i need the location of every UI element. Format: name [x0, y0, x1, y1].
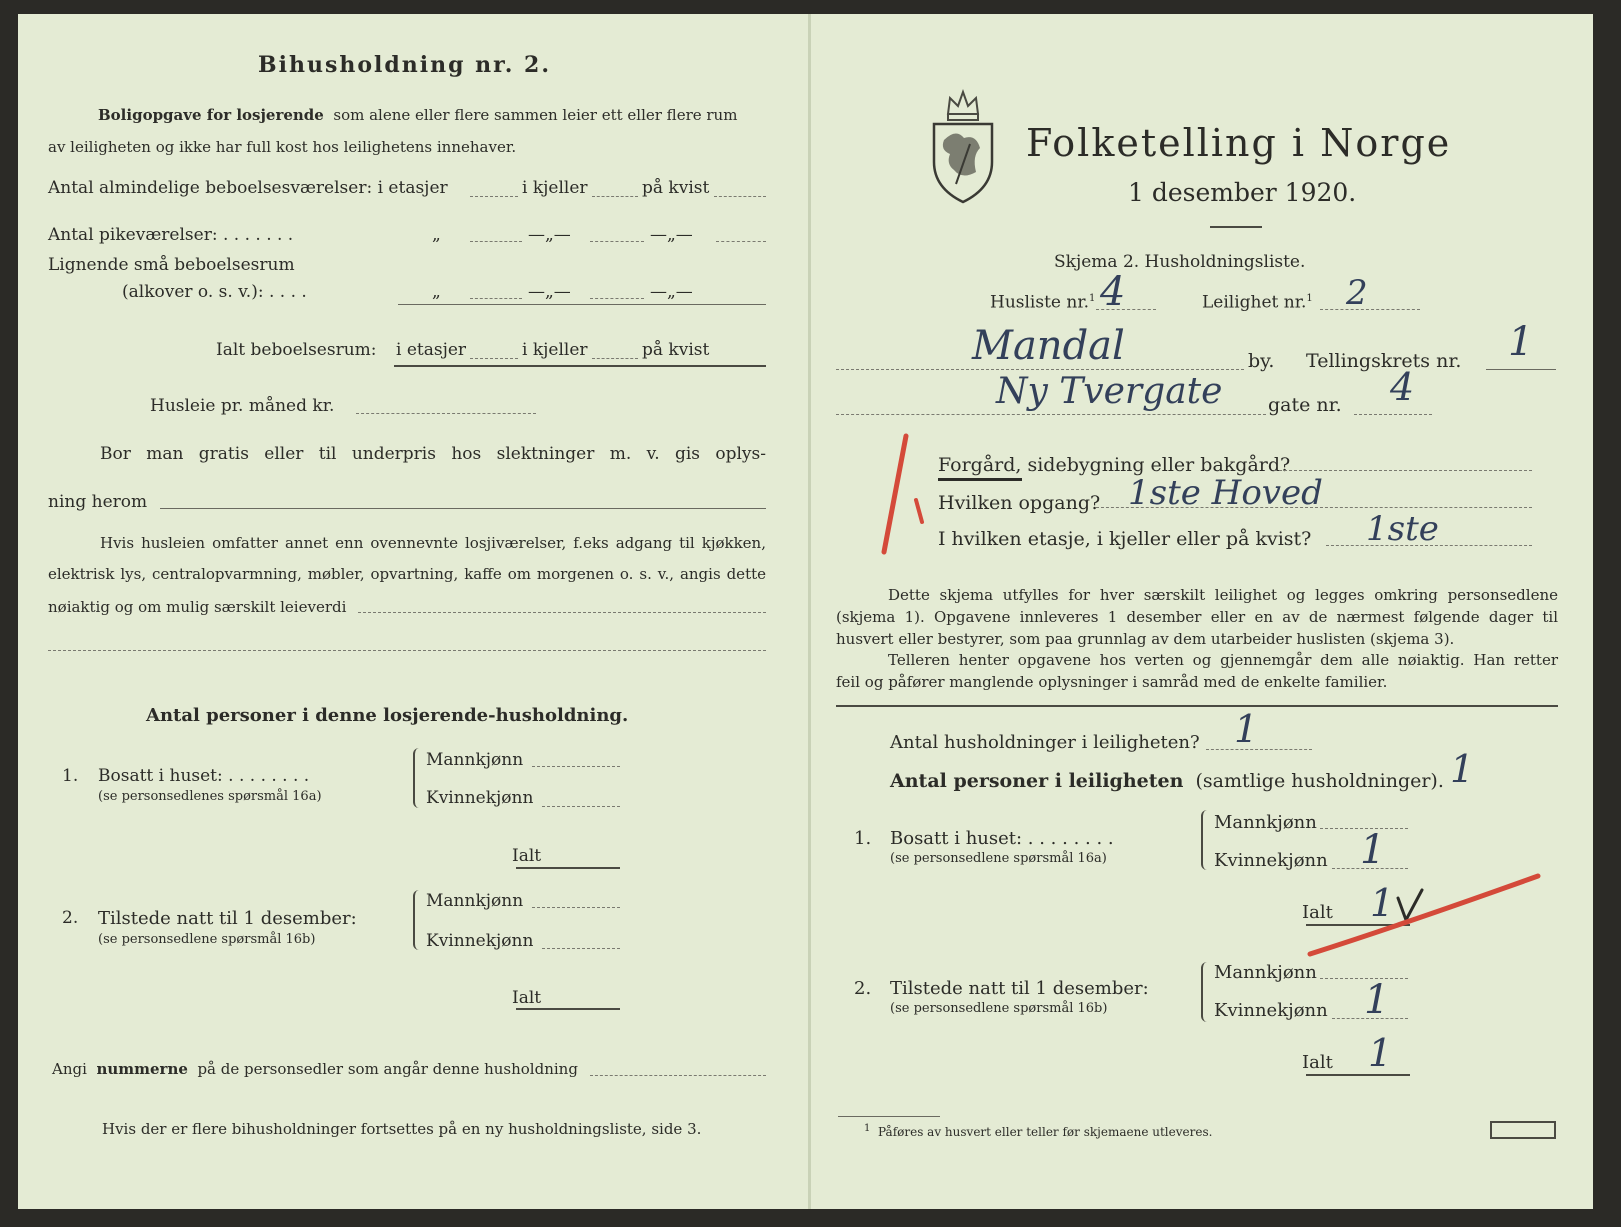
gate-nr-value[interactable]: 4 [1390, 365, 1415, 409]
right-item2-number: 2. [854, 978, 872, 999]
left-item1-label: Bosatt i huset: . . . . . . . . [98, 766, 310, 786]
right-item1-ialt-label: Ialt [1302, 902, 1333, 923]
instr-rule [836, 705, 1558, 707]
etasje-value[interactable]: 1ste [1366, 509, 1439, 549]
red-pencil-mark-icon [870, 430, 930, 560]
rooms-label: Antal almindelige beboelsesværelser: i etasjer [48, 178, 448, 198]
left-item2-mann-field[interactable] [532, 907, 620, 908]
pike-kjeller-field[interactable] [590, 241, 644, 242]
para-line3: nøiaktig og om mulig særskilt leieverdi [48, 598, 347, 616]
pike-ditto-3: —„— [650, 225, 693, 245]
instr-line5: feil og påfører manglende oplysninger i samråd med de enkelte familier. [836, 673, 1388, 691]
gate-label: gate nr. [1268, 394, 1342, 416]
right-item2-brace [1201, 962, 1211, 1022]
left-item2-sub: (se personsedlene spørsmål 16b) [98, 932, 316, 947]
left-title: Bihusholdning nr. 2. [258, 52, 551, 78]
left-item1-ialt-field[interactable] [516, 867, 620, 869]
left-intro-line1: Boligopgave for losjerende som alene eller flere sammen leier ett eller flere rum [98, 106, 738, 124]
gate-value[interactable]: Ny Tvergate [996, 371, 1223, 412]
forgard-underline [938, 478, 1022, 481]
instr-line1: Dette skjema utfylles for hver særskilt leilighet og legges omkring personsedlene [888, 586, 1558, 604]
leieverdi-field-2[interactable] [48, 650, 766, 651]
left-item2-ialt-field[interactable] [516, 1008, 620, 1010]
right-title: Folketelling i Norge [1026, 121, 1452, 165]
rooms-kvist-field[interactable] [714, 196, 766, 197]
alkover-etasjer-field[interactable] [470, 298, 522, 299]
right-item2-mann-label: Mannkjønn [1214, 962, 1317, 983]
forgard-label: Forgård, sidebygning eller bakgård? [938, 454, 1291, 476]
alkover-label: (alkover o. s. v.): . . . . [122, 282, 307, 302]
alkover-ditto: „ [432, 282, 441, 302]
leilighet-field[interactable] [1320, 309, 1420, 310]
total-kvist-label: på kvist [642, 340, 710, 360]
right-item1-number: 1. [854, 828, 872, 849]
angi-line: Angi nummerne på de personsedler som angår denne husholdning [52, 1060, 578, 1078]
left-item2-ialt-label: Ialt [512, 988, 542, 1008]
left-item1-mann-label: Mannkjønn [426, 750, 524, 770]
left-item1-ialt-label: Ialt [512, 846, 542, 866]
angi-field[interactable] [590, 1075, 766, 1076]
left-item2-mann-label: Mannkjønn [426, 891, 524, 911]
total-rooms-label: Ialt beboelsesrum: [216, 340, 377, 360]
right-item1-ialt-value[interactable]: 1 [1370, 881, 1395, 925]
right-item2-kvinne-label: Kvinnekjønn [1214, 1000, 1328, 1021]
left-intro-line2: av leiligheten og ikke har full kost hos leilighetens innehaver. [48, 138, 517, 156]
instr-line2: (skjema 1). Opgavene innleveres 1 desember eller en av de nærmest følgende dager til [836, 608, 1558, 626]
right-item2-ialt-value[interactable]: 1 [1368, 1031, 1393, 1075]
by-field[interactable] [836, 369, 1244, 370]
by-value[interactable]: Mandal [972, 323, 1125, 369]
total-etasjer-field[interactable] [470, 358, 518, 359]
etasje-label: I hvilken etasje, i kjeller eller på kvist? [938, 528, 1312, 550]
alkover-kjeller-field[interactable] [590, 298, 644, 299]
pike-label: Antal pikeværelser: . . . . . . . [48, 225, 294, 245]
right-item2-sub: (se personsedlene spørsmål 16b) [890, 1001, 1108, 1016]
alkover-ditto-2: —„— [528, 282, 571, 302]
right-item2-ialt-field[interactable] [1306, 1074, 1410, 1076]
left-item2-brace [413, 890, 423, 950]
alkover-underline [398, 304, 766, 305]
husliste-field[interactable] [1096, 309, 1156, 310]
hush-label: Antal husholdninger i leiligheten? [890, 732, 1200, 753]
title-rule [1210, 226, 1262, 228]
total-etasjer-label: i etasjer [396, 340, 467, 360]
by-label: by. [1248, 350, 1275, 372]
free-field[interactable] [160, 508, 766, 509]
instr-line4: Telleren henter opgavene hos verten og gjennemgår dem alle nøiaktig. Han retter [888, 651, 1558, 669]
hush-value[interactable]: 1 [1234, 707, 1259, 751]
free-line2: ning herom [48, 492, 148, 512]
rent-field[interactable] [356, 413, 536, 414]
leilighet-label: Leilighet nr.$^1$ [1202, 292, 1313, 313]
left-item2-label: Tilstede natt til 1 desember: [98, 908, 357, 929]
leilighet-value[interactable]: 2 [1346, 273, 1368, 313]
small-rooms-label: Lignende små beboelsesrum [48, 255, 295, 275]
rooms-etasjer-field[interactable] [470, 196, 518, 197]
left-item1-sub: (se personsedlenes spørsmål 16a) [98, 789, 322, 804]
coat-of-arms-icon [928, 84, 998, 204]
alkover-ditto-3: —„— [650, 282, 693, 302]
left-item1-mann-field[interactable] [532, 766, 620, 767]
leieverdi-field[interactable] [358, 612, 766, 613]
hush-field[interactable] [1206, 749, 1312, 750]
para-line1: Hvis husleien omfatter annet enn ovennevnte losjiværelser, f.eks adgang til kjøkken, [100, 534, 766, 552]
instr-line3: husvert eller bestyrer, som paa grunnlag av dem utarbeider huslisten (skjema 3). [836, 630, 1455, 648]
free-line1: Bor man gratis eller til underpris hos slektninger m. v. gis oplys- [100, 444, 766, 464]
pike-kvist-field[interactable] [716, 241, 766, 242]
rent-label: Husleie pr. måned kr. [150, 396, 335, 416]
persons-line: Antal personer i leiligheten (samtlige husholdninger). [890, 770, 1444, 792]
husliste-label: Husliste nr.$^1$ [990, 292, 1096, 313]
left-item1-number: 1. [62, 766, 79, 786]
opgang-field[interactable] [1096, 507, 1532, 508]
printer-stamp [1490, 1121, 1556, 1139]
right-item1-mann-label: Mannkjønn [1214, 812, 1317, 833]
right-date: 1 desember 1920. [1128, 178, 1357, 207]
para-line2: elektrisk lys, centralopvarmning, møbler, opvartning, kaffe om morgenen o. s. v., angis dette [48, 565, 766, 583]
left-footer: Hvis der er flere bihusholdninger fortsettes på en ny husholdningsliste, side 3. [102, 1120, 702, 1138]
right-item2-label: Tilstede natt til 1 desember: [890, 978, 1149, 999]
opgang-value[interactable]: 1ste Hoved [1128, 473, 1323, 513]
pike-ditto-2: —„— [528, 225, 571, 245]
krets-label: Tellingskrets nr. [1306, 350, 1462, 372]
rooms-kjeller-field[interactable] [592, 196, 638, 197]
forgard-field[interactable] [1274, 470, 1532, 471]
krets-field[interactable] [1486, 369, 1556, 370]
etasje-field[interactable] [1326, 545, 1532, 546]
schema-label: Skjema 2. Husholdningsliste. [1054, 252, 1306, 272]
right-item1-kvinne-value[interactable]: 1 [1360, 827, 1386, 873]
left-item2-kvinne-label: Kvinnekjønn [426, 931, 534, 951]
right-item1-kvinne-label: Kvinnekjønn [1214, 850, 1328, 871]
krets-value[interactable]: 1 [1508, 319, 1534, 365]
right-item2-ialt-label: Ialt [1302, 1052, 1333, 1073]
left-item2-kvinne-field[interactable] [542, 948, 620, 949]
left-item1-brace [413, 748, 423, 808]
footnote-rule [838, 1116, 940, 1117]
total-kjeller-label: i kjeller [522, 340, 588, 360]
total-kjeller-field[interactable] [592, 358, 638, 359]
pike-ditto: „ [432, 225, 441, 245]
rooms-kvist-label: på kvist [642, 178, 710, 198]
pike-etasjer-field[interactable] [470, 241, 522, 242]
husliste-value[interactable]: 4 [1100, 269, 1126, 315]
gate-field[interactable] [836, 414, 1266, 415]
opgang-label: Hvilken opgang? [938, 492, 1101, 514]
left-persons-heading: Antal personer i denne losjerende-husholdning. [146, 705, 629, 726]
rooms-kjeller-label: i kjeller [522, 178, 588, 198]
red-pencil-strike-icon [1300, 862, 1550, 962]
right-item2-kvinne-value[interactable]: 1 [1364, 977, 1390, 1023]
left-item2-number: 2. [62, 908, 79, 928]
left-item1-kvinne-field[interactable] [542, 806, 620, 807]
gate-nr-field[interactable] [1354, 414, 1432, 415]
footnote: $^1$ Påføres av husvert eller teller før skjemaene utleveres. [864, 1123, 1213, 1139]
right-item1-brace [1201, 810, 1211, 870]
left-item1-kvinne-label: Kvinnekjønn [426, 788, 534, 808]
total-underline [394, 365, 766, 367]
right-item1-label: Bosatt i huset: . . . . . . . . [890, 828, 1114, 849]
page-fold [808, 14, 811, 1209]
persons-value[interactable]: 1 [1450, 747, 1475, 791]
right-item2-kvinne-field[interactable] [1332, 1018, 1408, 1019]
right-item1-sub: (se personsedlene spørsmål 16a) [890, 851, 1107, 866]
